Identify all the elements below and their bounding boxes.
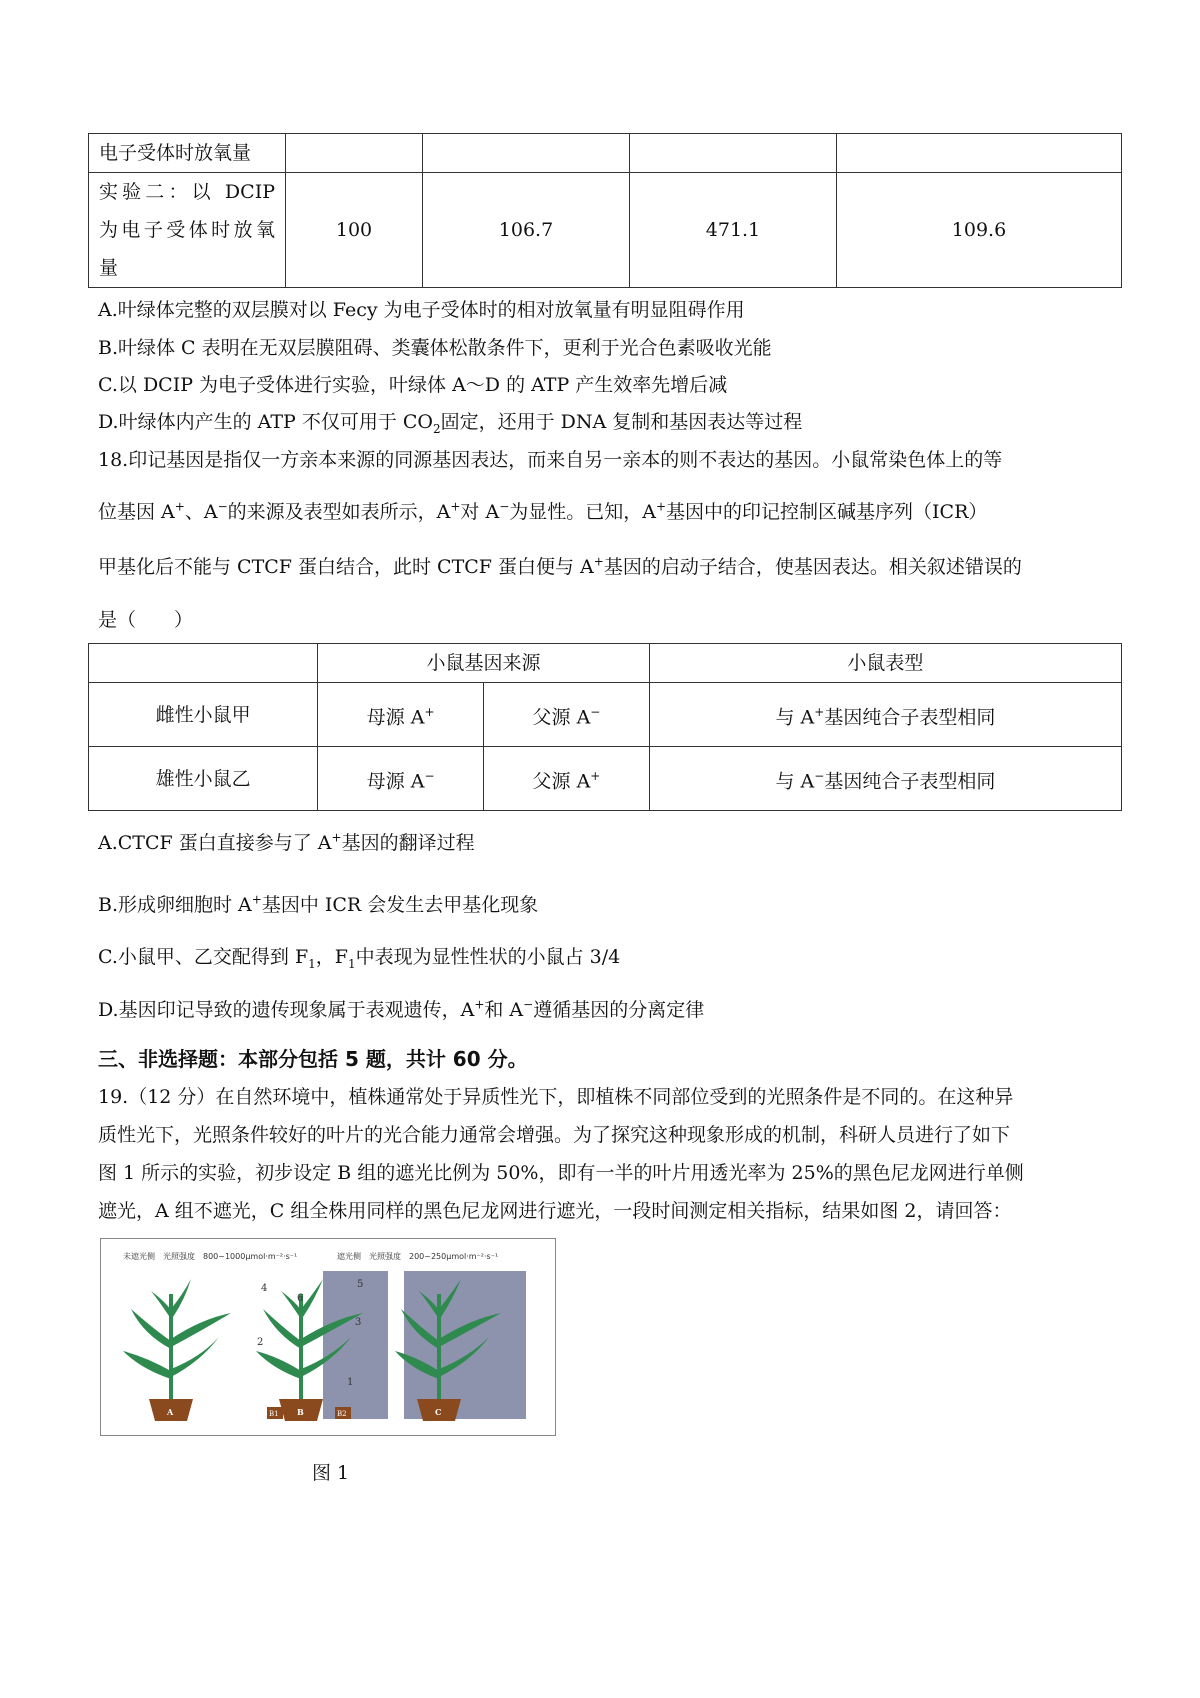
text: B.形成卵细胞时 A [98, 894, 252, 916]
text: 基因纯合子表型相同 [824, 706, 996, 729]
text: D.叶绿体内产生的 ATP 不仅可用于 CO [98, 411, 433, 433]
text: ，F [315, 946, 348, 968]
table-cell: 471.1 [630, 173, 837, 288]
tag-b2-label: B2 [337, 1410, 347, 1418]
subscript: 1 [308, 956, 316, 971]
leaf-number: 2 [257, 1337, 264, 1348]
superscript: + [590, 768, 601, 783]
superscript: + [593, 554, 604, 569]
q17-option-a: A.叶绿体完整的双层膜对以 Fecy 为电子受体时的相对放氧量有明显阻碍作用 [98, 299, 745, 321]
maternal-allele [318, 747, 484, 811]
table-cell [837, 134, 1122, 173]
superscript: + [450, 499, 461, 514]
plant-a [123, 1279, 231, 1421]
text: 为显性。已知，A [509, 501, 656, 523]
text: C.小鼠甲、乙交配得到 F [98, 946, 309, 968]
table-cell [423, 134, 630, 173]
q18-stem-line: 18.印记基因是指仅一方亲本来源的同源基因表达，而来自另一亲本的则不表达的基因。小鼠常染色体上的等 [98, 449, 1003, 471]
text: 遵循基因的分离定律 [533, 999, 705, 1021]
text: 基因的翻译过程 [341, 832, 475, 854]
table-row [89, 173, 1122, 288]
leaf-number: 5 [357, 1279, 364, 1290]
q19-line: 质性光下，光照条件较好的叶片的光合能力通常会增强。为了探究这种现象形成的机制，科研人员进行了如下 [98, 1124, 1011, 1146]
text: 与 A [775, 706, 815, 729]
results-table [88, 133, 1122, 288]
superscript: + [251, 892, 262, 907]
superscript: − [523, 997, 534, 1012]
figure-1 [100, 1238, 556, 1436]
text: 和 A [484, 999, 524, 1021]
table-cell [630, 134, 837, 173]
q19-stem [98, 1078, 1120, 1230]
table-cell: 106.7 [423, 173, 630, 288]
leaf-number: 1 [347, 1377, 354, 1388]
q19-line: 图 1 所示的实验，初步设定 B 组的遮光比例为 50%，即有一半的叶片用透光率为 25%的黑色尼龙网进行单侧 [98, 1162, 1024, 1184]
row-label: 电子受体时放氧量 [89, 134, 286, 173]
leaf-number: 4 [261, 1283, 268, 1294]
superscript: + [655, 499, 667, 514]
superscript: + [174, 499, 185, 514]
table-row [89, 683, 1122, 747]
subscript: 1 [347, 956, 356, 971]
row-label-line: 实验二：以 DCIP [99, 181, 275, 203]
text: 基因中 ICR 会发生去甲基化现象 [261, 894, 539, 916]
figure-caption: 图 1 [312, 1462, 350, 1484]
row-label [89, 173, 286, 288]
q18-stem-line [98, 552, 1022, 579]
q18-option-c [98, 942, 620, 971]
plant-shading-illustration [101, 1239, 555, 1435]
text: 父源 A [532, 706, 591, 729]
table-cell: 109.6 [837, 173, 1122, 288]
header-source: 小鼠基因来源 [318, 644, 650, 683]
text: 对 A [460, 501, 500, 523]
q18-option-d [98, 995, 704, 1022]
text: 与 A [775, 770, 815, 793]
q19-line: 19.（12 分）在自然环境中，植株通常处于异质性光下，即植株不同部位受到的光照条件是不同的。在这种异 [98, 1086, 1014, 1108]
text: 固定，还用于 DNA 复制和基因表达等过程 [440, 411, 803, 433]
q18-stem-line [98, 497, 987, 524]
pot-label-c: C [435, 1407, 442, 1417]
superscript: + [814, 704, 825, 719]
mouse-name: 雄性小鼠乙 [89, 747, 318, 811]
text: 位基因 A [98, 501, 175, 523]
pot-label-b: B [297, 1407, 304, 1417]
mouse-table [88, 643, 1122, 811]
header-phenotype: 小鼠表型 [649, 644, 1121, 683]
text: 母源 A [366, 770, 425, 793]
phenotype [649, 683, 1121, 747]
table-row [89, 644, 1122, 683]
text: 中表现为显性性状的小鼠占 3/4 [355, 946, 621, 968]
table-cell: 100 [286, 173, 423, 288]
text: 基因中的印记控制区碱基序列（ICR） [666, 501, 988, 523]
table-row [89, 747, 1122, 811]
section-heading: 三、非选择题：本部分包括 5 题，共计 60 分。 [98, 1047, 528, 1071]
q17-option-b: B.叶绿体 C 表明在无双层膜阻碍、类囊体松散条件下，更利于光合色素吸收光能 [98, 337, 772, 359]
text: 基因的启动子结合，使基因表达。相关叙述错误的 [603, 556, 1022, 578]
text: A.CTCF 蛋白直接参与了 A [98, 832, 332, 854]
q19-line: 遮光，A 组不遮光，C 组全株用同样的黑色尼龙网进行遮光，一段时间测定相关指标，结果如图 2，请回答： [98, 1200, 1012, 1222]
text: 父源 A [532, 770, 591, 793]
shaded-label: 遮光侧 光照强度 200~250μmol·m⁻²·s⁻¹ [337, 1252, 499, 1261]
table-cell [89, 644, 318, 683]
shade-net-c [404, 1271, 526, 1419]
text: 甲基化后不能与 CTCF 蛋白结合，此时 CTCF 蛋白便与 A [98, 556, 594, 578]
superscript: − [814, 768, 825, 783]
table-row [89, 134, 1122, 173]
pot-label-a: A [167, 1407, 174, 1417]
leaf-number: 3 [355, 1317, 362, 1328]
superscript: + [474, 997, 485, 1012]
q18-option-a [98, 828, 475, 855]
text: 的来源及表型如表所示，A [227, 501, 451, 523]
leaf-number: 6 [297, 1293, 304, 1304]
superscript: − [590, 704, 601, 719]
q18-stem-line: 是（ ） [98, 609, 194, 631]
paternal-allele [484, 747, 650, 811]
q17-option-c: C.以 DCIP 为电子受体进行实验，叶绿体 A～D 的 ATP 产生效率先增后减 [98, 374, 728, 396]
paternal-allele [484, 683, 650, 747]
superscript: − [217, 499, 228, 514]
superscript: − [499, 499, 510, 514]
text: D.基因印记导致的遗传现象属于表观遗传，A [98, 999, 475, 1021]
text: 、A [184, 501, 218, 523]
subscript: 2 [432, 421, 441, 436]
mouse-name: 雌性小鼠甲 [89, 683, 318, 747]
phenotype [649, 747, 1121, 811]
text: 基因纯合子表型相同 [824, 770, 996, 793]
text: 母源 A [366, 706, 425, 729]
maternal-allele [318, 683, 484, 747]
superscript: − [424, 768, 435, 783]
superscript: + [424, 704, 435, 719]
superscript: + [331, 830, 342, 845]
q18-option-b [98, 890, 538, 917]
q17-option-d [98, 407, 802, 436]
row-label-line: 为电子受体时放氧 [99, 219, 275, 241]
tag-b1-label: B1 [269, 1410, 279, 1418]
shade-net-b [323, 1271, 388, 1419]
unshaded-label: 未遮光侧 光照强度 800~1000μmol·m⁻²·s⁻¹ [123, 1252, 298, 1261]
table-cell [286, 134, 423, 173]
row-label-line: 量 [99, 257, 119, 279]
